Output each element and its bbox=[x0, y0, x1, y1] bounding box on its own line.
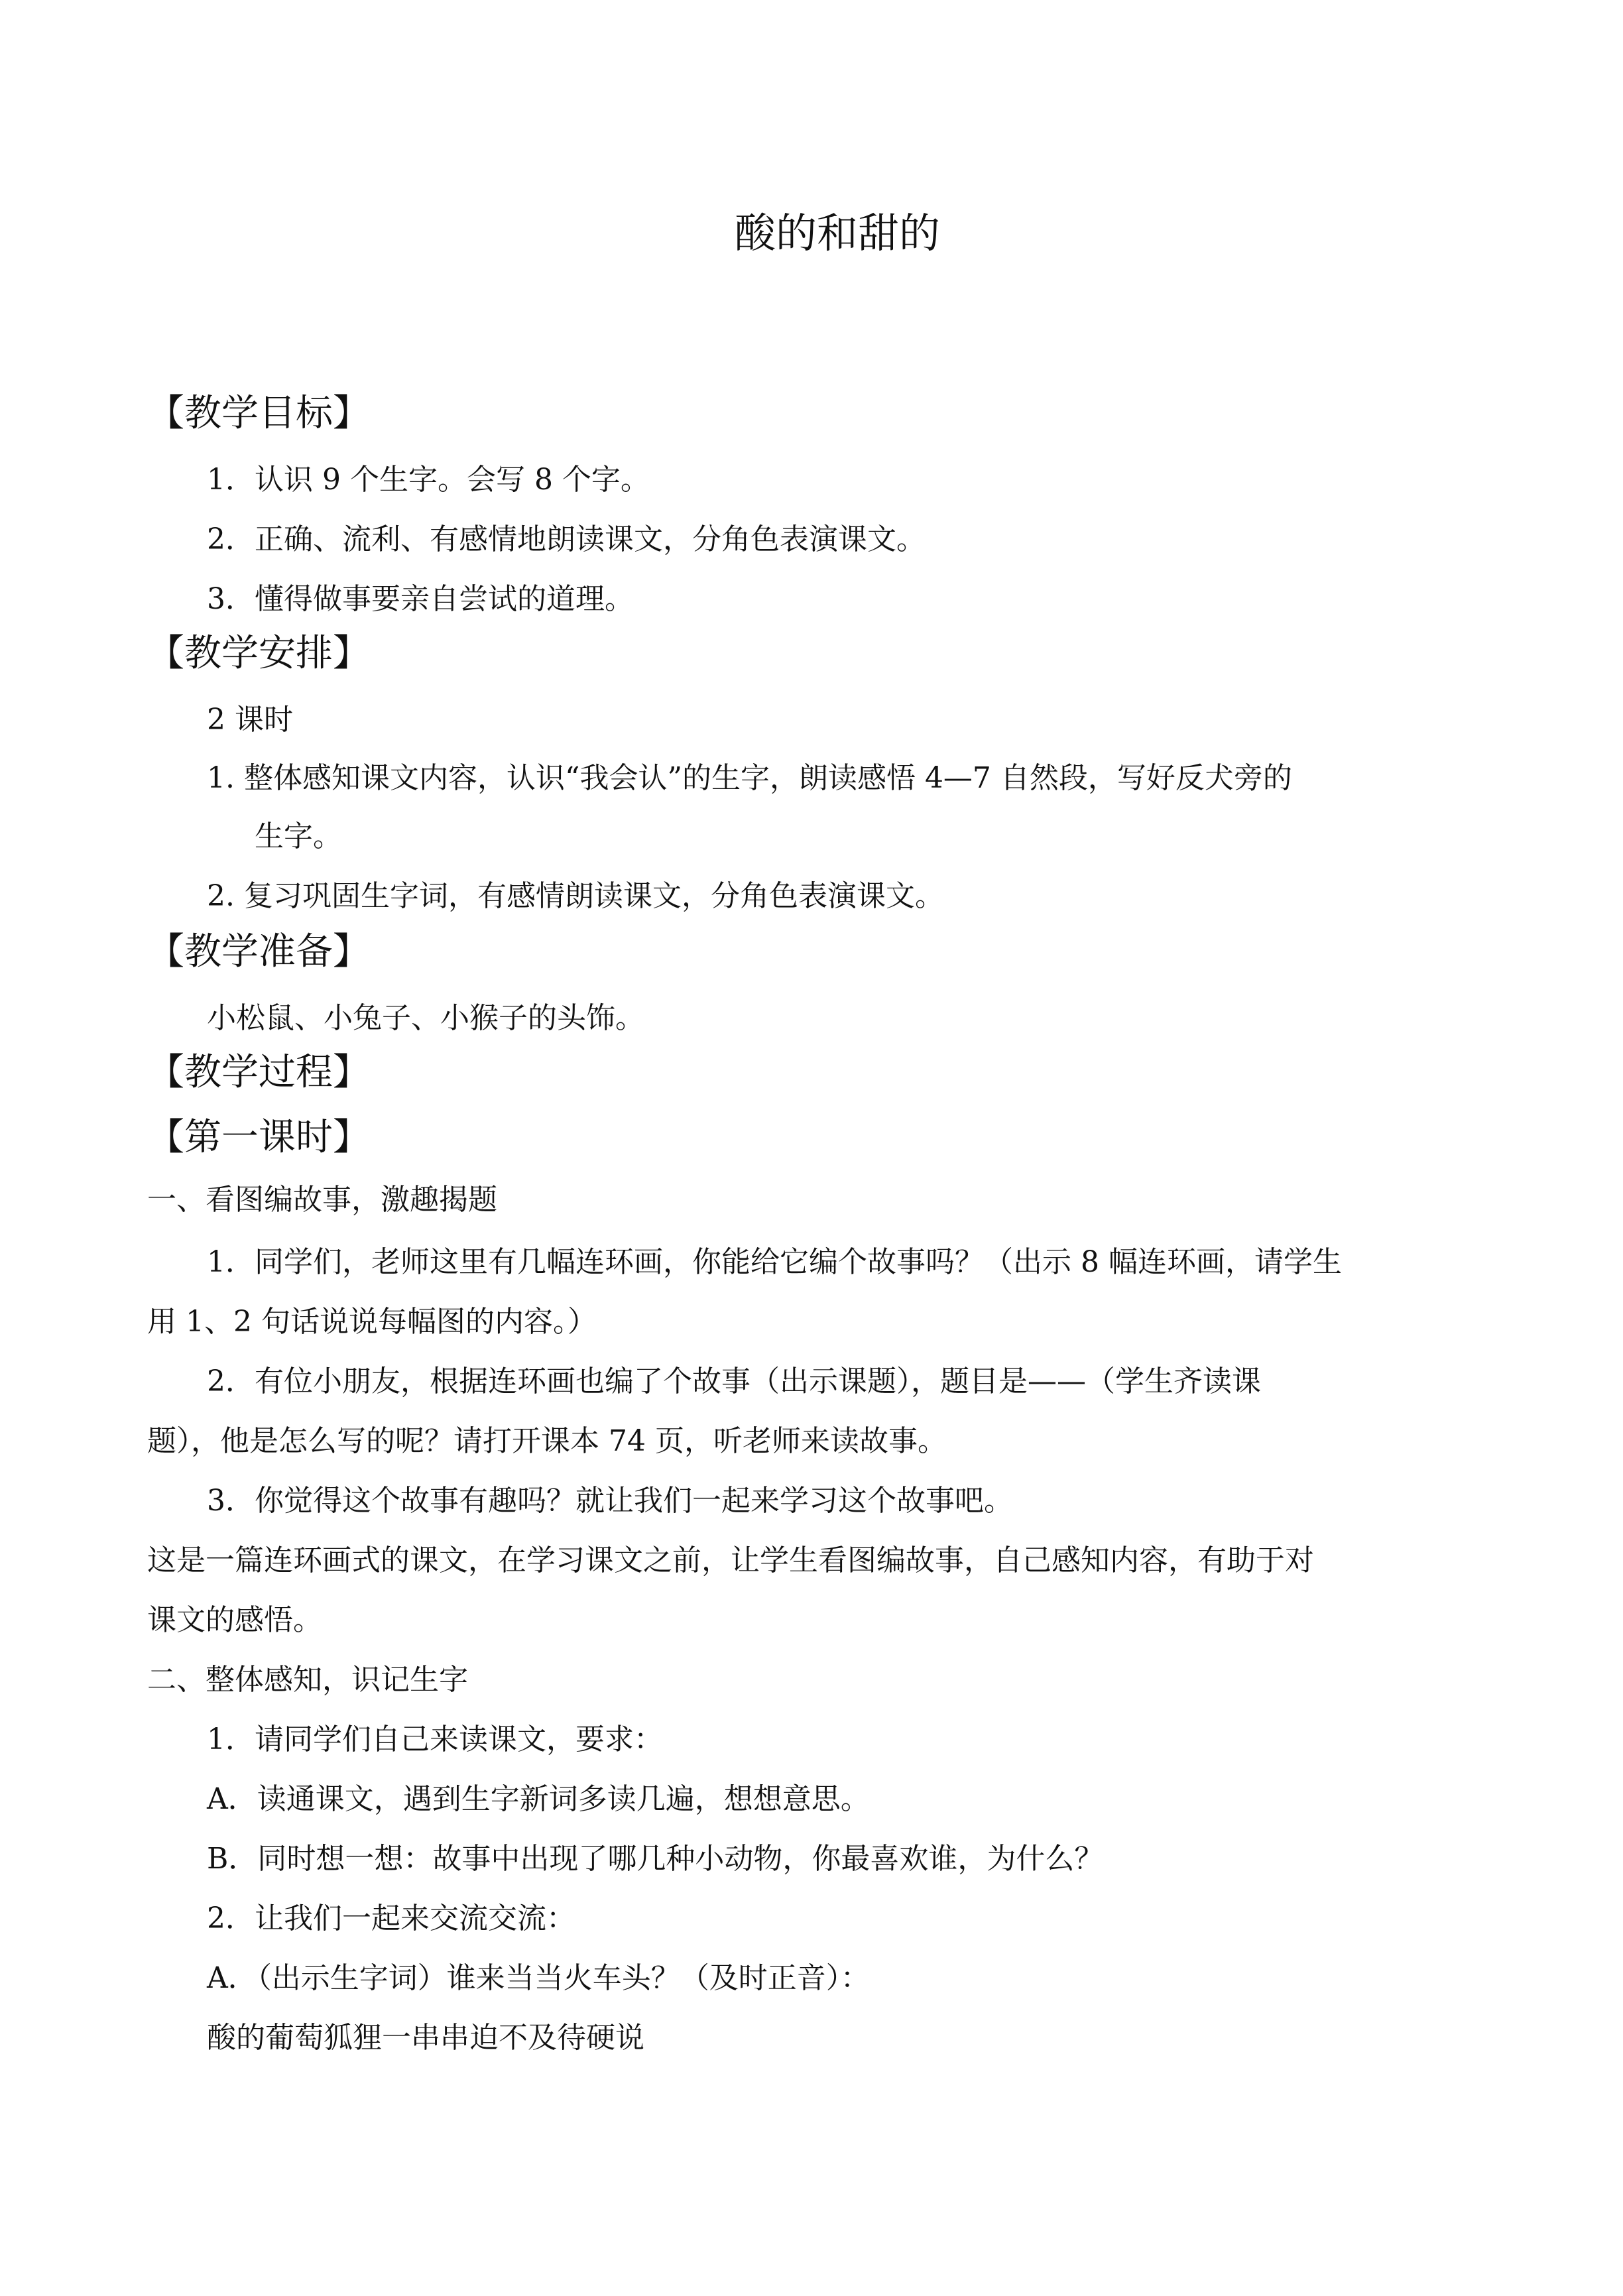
part-1-step-2-cont: 题），他是怎么写的呢？请打开课本 74 页，听老师来读故事。 bbox=[147, 1424, 947, 1458]
objective-item: 3．懂得做事要亲自尝试的道理。 bbox=[207, 582, 634, 616]
objective-item: 2．正确、流利、有感情地朗读课文，分角色表演课文。 bbox=[207, 522, 926, 556]
part-2-req-b: B．同时想一想：故事中出现了哪几种小动物，你最喜欢谁，为什么？ bbox=[207, 1842, 1104, 1876]
objective-item: 1．认识 9 个生字。会写 8 个字。 bbox=[207, 463, 650, 497]
part-1-step-3: 3．你觉得这个故事有趣吗？就让我们一起来学习这个故事吧。 bbox=[207, 1484, 1013, 1518]
part-1-step-1-cont: 用 1、2 句话说说每幅图的内容。） bbox=[147, 1305, 597, 1339]
part-1-note: 这是一篇连环画式的课文，在学习课文之前，让学生看图编故事，自己感知内容，有助于对 bbox=[147, 1543, 1314, 1577]
page-title: 酸的和甜的 bbox=[735, 209, 941, 257]
objectives-heading: 【教学目标】 bbox=[147, 392, 370, 435]
part-1-step-1: 1．同学们，老师这里有几幅连环画，你能给它编个故事吗？（出示 8 幅连环画，请学生 bbox=[207, 1245, 1342, 1279]
part-1-step-2: 2．有位小朋友，根据连环画也编了个故事（出示课题），题目是——（学生齐读课 bbox=[207, 1364, 1261, 1398]
part-2-step-1: 1．请同学们自己来读课文，要求： bbox=[207, 1722, 663, 1756]
part-1-heading: 一、看图编故事，激趣揭题 bbox=[147, 1183, 497, 1217]
part-2-words: 酸的葡萄狐狸一串串迫不及待硬说 bbox=[207, 2021, 644, 2055]
lesson-heading: 【第一课时】 bbox=[147, 1116, 370, 1159]
arrangement-item-2: 2. 复习巩固生字词，有感情朗读课文，分角色表演课文。 bbox=[207, 879, 944, 913]
arrangement-hours: 2 课时 bbox=[207, 703, 293, 737]
preparation-heading: 【教学准备】 bbox=[147, 930, 370, 973]
arrangement-item-1: 1. 整体感知课文内容，认识“我会认”的生字，朗读感悟 4—7 自然段，写好反犬旁的 bbox=[207, 761, 1292, 795]
arrangement-item-1-cont: 生字。 bbox=[255, 819, 342, 853]
process-heading: 【教学过程】 bbox=[147, 1051, 370, 1094]
part-1-note-cont: 课文的感悟。 bbox=[147, 1603, 322, 1637]
part-2-step-2: 2．让我们一起来交流交流： bbox=[207, 1902, 575, 1935]
part-2-sub-a: A．（出示生字词）谁来当当火车头？（及时正音）： bbox=[207, 1961, 870, 1995]
preparation-text: 小松鼠、小兔子、小猴子的头饰。 bbox=[207, 1001, 644, 1035]
part-2-heading: 二、整体感知，识记生字 bbox=[147, 1663, 468, 1697]
part-2-req-a: A．读通课文，遇到生字新词多读几遍，想想意思。 bbox=[207, 1782, 870, 1816]
arrangement-heading: 【教学安排】 bbox=[147, 632, 370, 675]
